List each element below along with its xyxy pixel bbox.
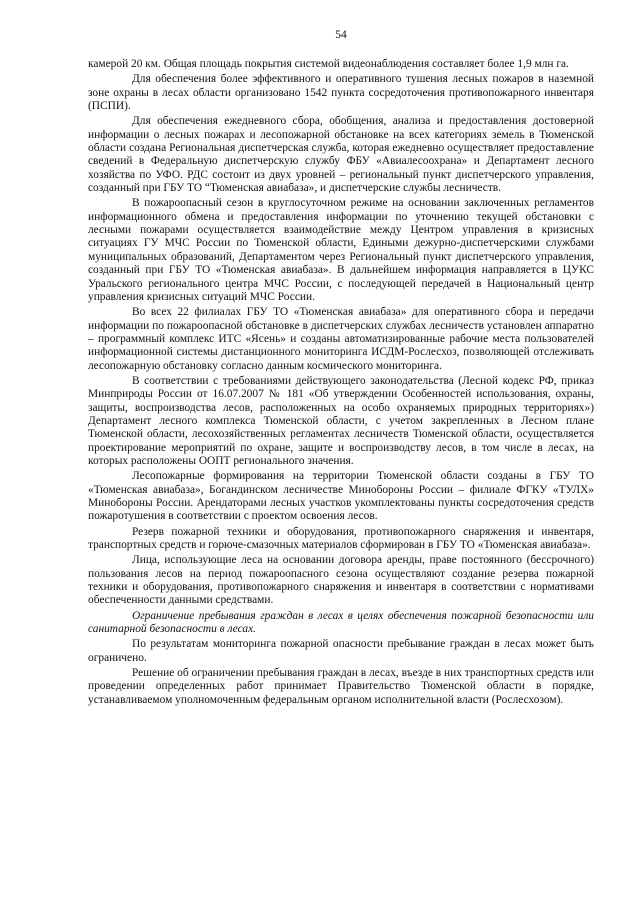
paragraph-fire-season-interaction: В пожароопасный сезон в круглосуточном режиме на основании заключенных регламентов информационного обмена и предоставления информации по уточнению текущей обстановки с лесными пожарами осуществляется взаимодействие между Центром управления в кризисных ситуациях ГУ МЧС России по Тюменской области, Едиными дежурно-диспетчерскими службами муниципальных образований, Департаментом через Региональный пункт диспетчерского управления, созданный при ГБУ ТО «Тюменская авиабаза». В дальнейшем информация направляется в ЦУКС Уральского регионального центра МЧС России, с последующей передачей в Национальный центр управления кризисных ситуаций МЧС России.: [88, 197, 594, 303]
paragraph-continuation: камерой 20 км. Общая площадь покрытия системой видеонаблюдения составляет более 1,9 млн га.: [88, 58, 569, 70]
page-number: 54: [335, 29, 347, 41]
paragraph-equipment-reserve: Резерв пожарной техники и оборудования, противопожарного снаряжения и инвентаря, транспортных средств и горюче-смазочных материалов сформирован в ГБУ ТО «Тюменская авиабаза».: [88, 525, 594, 552]
section-heading-restriction: Ограничение пребывания граждан в лесах в целях обеспечения пожарной безопасности или санитарной безопасности в лесах.: [88, 609, 594, 636]
paragraph-fire-units: Лесопожарные формирования на территории Тюменской области созданы в ГБУ ТО «Тюменская авиабаза», Богандинском лесничестве Минобороны России – филиале ФГКУ «ТУЛХ» Минобороны России. Арендаторами лесных участков укомплектованы пункты сосредоточения средств пожаротушения в соответствии с проектом освоения лесов.: [88, 470, 594, 523]
paragraph-restriction-decision: Решение об ограничении пребывания граждан в лесах, въезде в них транспортных средств или проведении определенных работ принимает Правительство Тюменской области в порядке, устанавливаемом уполномоченным федеральным органом исполнительной власти (Рослесхозом).: [88, 667, 594, 706]
paragraph-lease-holders: Лица, использующие леса на основании договора аренды, праве постоянного (бессрочного) пользования лесов на период пожароопасного сезона осуществляют создание резерва пожарной техники и оборудования, противопожарного снаряжения и инвентаря в соответствии с нормативами обеспеченности данными средствами.: [88, 554, 594, 607]
paragraph-branches-monitoring: Во всех 22 филиалах ГБУ ТО «Тюменская авиабаза» для оперативного сбора и передачи информации по пожароопасной обстановке в диспетчерских службах лесничеств установлен аппаратно – программный комплекс ИТС «Ясень» и созданы автоматизированные рабочие места пользователей информационной системы дистанционного мониторинга ИСДМ-Рослесхоз, позволяющей отслеживать лесопожарную обстановку согласно данным космического мониторинга.: [88, 306, 594, 372]
paragraph-legislation: В соответствии с требованиями действующего законодательства (Лесной кодекс РФ, приказ Минприроды России от 16.07.2007 № 181 «Об утверждении Особенностей использования, охраны, защиты, воспроизводства лесов, расположенных на особо охраняемых природных территориях») Департамент лесного комплекса Тюменской области, с учетом закрепленных в Лесном плане Тюменской области, лесохозяйственных регламентах лесничеств Тюменской области, осуществляется проектирование мероприятий по охране, защите и воспроизводству лесов, в том числе в лесах, на которых расположены ООПТ регионального значения.: [88, 374, 594, 467]
paragraph-pspi: Для обеспечения более эффективного и оперативного тушения лесных пожаров в наземной зоне охраны в лесах области организовано 1542 пункта сосредоточения противопожарного инвентаря (ПСПИ).: [88, 73, 594, 113]
paragraph-restriction-monitoring: По результатам мониторинга пожарной опасности пребывание граждан в лесах может быть ограничено.: [88, 638, 594, 664]
paragraph-dispatch-service: Для обеспечения ежедневного сбора, обобщения, анализа и предоставления достоверной информации о лесных пожарах и лесопожарной обстановке на всех категориях земель в Тюменской области создана Региональная диспетчерская служба, которая ежедневно осуществляет предоставление сведений в Федеральную диспетчерскую службу ФБУ «Авиалесоохрана» и Департамент лесного хозяйства по УФО. РДС состоит из двух уровней – региональный пункт диспетчерского управления, созданный при ГБУ ТО “Тюменская авиабаза», и диспетчерские службы лесничеств.: [88, 115, 594, 195]
